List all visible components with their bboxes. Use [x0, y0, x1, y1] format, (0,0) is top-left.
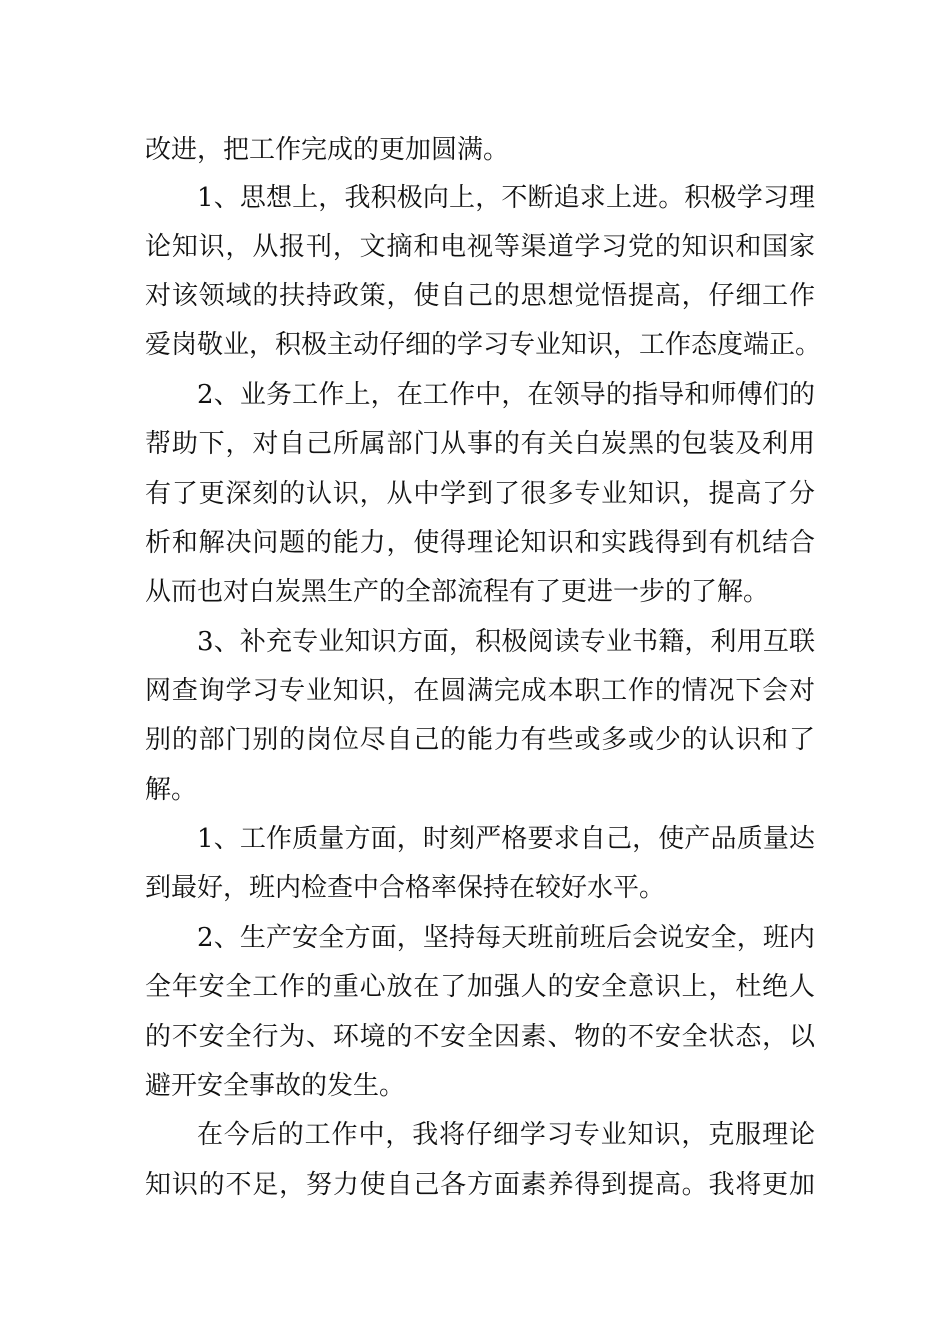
text-line: 避开安全事故的发生。 [145, 1071, 406, 1101]
text-line: 的不安全行为、环境的不安全因素、物的不安全状态，以 [145, 1022, 815, 1052]
paragraph-5-start: 2、生产安全方面，坚持每天班前班后会说安全，班内 [197, 923, 815, 953]
text-line: 全年安全工作的重心放在了加强人的安全意识上，杜绝人 [145, 972, 815, 1002]
text-line: 对该领域的扶持政策，使自己的思想觉悟提高，仔细工作 [145, 281, 815, 311]
text-line: 改进，把工作完成的更加圆满。 [145, 135, 510, 165]
paragraph-4-start: 1、工作质量方面，时刻严格要求自己，使产品质量达 [197, 824, 815, 854]
paragraph-3-start: 3、补充专业知识方面，积极阅读专业书籍，利用互联 [197, 627, 815, 657]
paragraph-1-start: 1、思想上，我积极向上，不断追求上进。积极学习理 [197, 183, 815, 213]
paragraph-2-start: 2、业务工作上，在工作中，在领导的指导和师傅们的 [197, 380, 815, 410]
text-line: 爱岗敬业，积极主动仔细的学习专业知识，工作态度端正。 [145, 330, 822, 360]
text-line: 从而也对白炭黑生产的全部流程有了更进一步的了解。 [145, 577, 770, 607]
text-line: 知识的不足，努力使自己各方面素养得到提高。我将更加 [145, 1170, 815, 1200]
text-line: 到最好，班内检查中合格率保持在较好水平。 [145, 873, 666, 903]
text-line: 别的部门别的岗位尽自己的能力有些或多或少的认识和了 [145, 725, 815, 755]
text-line: 解。 [145, 775, 198, 805]
paragraph-6-start: 在今后的工作中，我将仔细学习专业知识，克服理论 [197, 1120, 815, 1150]
text-line: 论知识，从报刊，文摘和电视等渠道学习党的知识和国家 [145, 232, 815, 262]
text-line: 帮助下，对自己所属部门从事的有关白炭黑的包装及利用 [145, 429, 815, 459]
text-line: 有了更深刻的认识，从中学到了很多专业知识，提高了分 [145, 479, 815, 509]
text-line: 网查询学习专业知识，在圆满完成本职工作的情况下会对 [145, 676, 815, 706]
text-line: 析和解决问题的能力，使得理论知识和实践得到有机结合 [145, 528, 815, 558]
